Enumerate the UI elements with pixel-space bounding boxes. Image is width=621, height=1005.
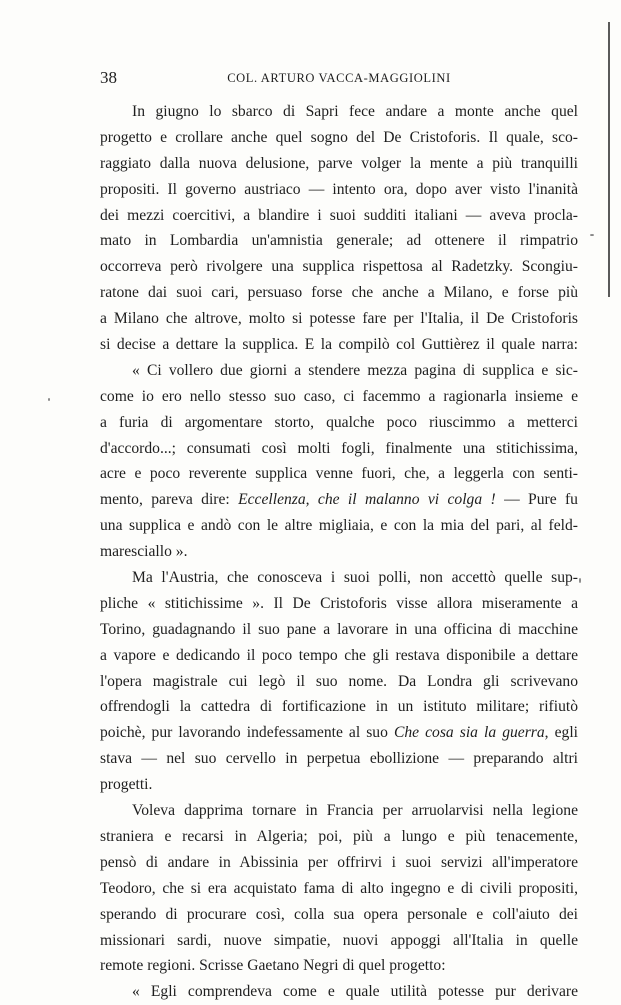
text-segment: ratone dai suoi cari, persuaso forse che anche a Milano, e forse più bbox=[100, 284, 578, 302]
text-line bbox=[100, 902, 578, 928]
text-segment: raggiato dalla nuova delusione, parve volger la mente a più tranquilli bbox=[100, 154, 578, 172]
text-line bbox=[100, 694, 578, 720]
scan-speck bbox=[48, 398, 50, 401]
text-segment: l'opera magistrale cui legò il suo nome. Da Londra gli scrivevano bbox=[100, 672, 578, 690]
scan-speck bbox=[590, 234, 594, 236]
text-segment: « Egli comprendeva come e quale utilità potesse pur derivare bbox=[132, 983, 578, 1001]
text-line bbox=[100, 358, 578, 384]
text-segment: straniera e recarsi in Algeria; poi, più a lungo e più tenacemente, bbox=[100, 827, 578, 845]
text-line bbox=[100, 591, 578, 617]
text-line bbox=[100, 772, 578, 798]
text-segment: dei mezzi coercitivi, a blandire i suoi sudditi italiani — aveva procla- bbox=[100, 206, 578, 224]
text-line bbox=[100, 876, 578, 902]
text-line bbox=[100, 798, 578, 824]
text-line bbox=[100, 487, 578, 513]
text-segment: stava — nel suo cervello in perpetua ebollizione — preparando altri bbox=[100, 750, 578, 768]
text-line bbox=[100, 513, 578, 539]
text-line bbox=[100, 410, 578, 436]
text-segment: remote regioni. Scrisse Gaetano Negri di quel progetto: bbox=[100, 957, 446, 975]
text-segment: poichè, pur lavorando indefessamente al suo bbox=[100, 724, 394, 742]
text-segment: Ma l'Austria, che conosceva i suoi polli, non accettò quelle sup- bbox=[132, 569, 578, 587]
text-segment: occorreva però rivolgere una supplica rispettosa al Radetzky. Scongiu- bbox=[100, 258, 578, 276]
text-segment: Voleva dapprima tornare in Francia per arruolarvisi nella legione bbox=[132, 802, 578, 820]
text-segment: a furia di argomentare storto, qualche poco riuscimmo a metterci bbox=[100, 413, 578, 431]
text-segment: pliche « stitichissime ». Il De Cristoforis visse allora miseramente a bbox=[100, 594, 578, 612]
page-number: 38 bbox=[100, 68, 117, 87]
body-text bbox=[100, 99, 578, 1005]
text-line bbox=[100, 177, 578, 203]
text-line bbox=[100, 746, 578, 772]
text-line bbox=[100, 436, 578, 462]
text-line bbox=[100, 617, 578, 643]
text-segment: progetto e crollare anche quel sogno del De Cristoforis. Il quale, sco- bbox=[100, 128, 578, 146]
text-segment: offrendogli la cattedra di fortificazione in un istituto militare; rifiutò bbox=[100, 698, 578, 716]
text-line bbox=[100, 643, 578, 669]
text-segment: missionari sardi, nuove simpatie, nuovi appoggi all'Italia in quelle bbox=[100, 931, 578, 949]
text-segment: a Milano che altrove, molto si potesse fare per l'Italia, il De Cristoforis bbox=[100, 310, 578, 328]
scan-speck bbox=[579, 578, 581, 583]
text-line bbox=[100, 979, 578, 1005]
text-segment: progetti. bbox=[100, 776, 153, 794]
text-line bbox=[100, 850, 578, 876]
text-segment: Torino, guadagnando il suo pane a lavorare in una officina di macchine bbox=[100, 620, 578, 638]
text-line bbox=[100, 99, 578, 125]
text-segment: sperando di procurare così, colla sua opera personale e coll'aiuto dei bbox=[100, 905, 578, 923]
text-segment: una supplica e andò con le altre migliaia, e con la mia del pari, al feld- bbox=[100, 517, 578, 535]
text-line bbox=[100, 928, 578, 954]
text-line bbox=[100, 720, 578, 746]
text-segment: , egli bbox=[544, 724, 579, 742]
text-segment: maresciallo ». bbox=[100, 543, 188, 561]
text-segment: d'accordo...; consumati così molti fogli, finalmente una stitichissima, bbox=[100, 439, 578, 457]
text-segment: acre e poco reverente supplica venne fuori, che, a leggerla con senti- bbox=[100, 465, 578, 483]
text-line bbox=[100, 953, 578, 979]
text-line bbox=[100, 824, 578, 850]
text-line bbox=[100, 151, 578, 177]
text-line bbox=[100, 306, 578, 332]
text-segment: — Pure fu bbox=[495, 491, 578, 509]
italic-text: Che cosa sia la guerra bbox=[393, 724, 545, 742]
text-line bbox=[100, 280, 578, 306]
text-line bbox=[100, 125, 578, 151]
text-line bbox=[100, 203, 578, 229]
text-segment: pensò di andare in Abissinia per offrirvi i suoi servizi all'imperatore bbox=[100, 853, 578, 871]
text-segment: mento, pareva dire: bbox=[100, 491, 239, 509]
text-line bbox=[100, 384, 578, 410]
text-line bbox=[100, 461, 578, 487]
text-segment: « Ci vollero due giorni a stendere mezza pagina di supplica e sic- bbox=[132, 361, 578, 379]
text-line bbox=[100, 254, 578, 280]
text-segment: a vapore e dedicando il poco tempo che gli restava disponibile a dettare bbox=[100, 646, 578, 664]
running-head-title: COL. ARTURO VACCA-MAGGIOLINI bbox=[227, 71, 451, 85]
text-segment: propositi. Il governo austriaco — intento ora, dopo aver visto l'inanità bbox=[100, 180, 578, 198]
text-segment: mato in Lombardia un'amnistia generale; ad ottenere il rimpatrio bbox=[100, 232, 578, 250]
text-segment: come io ero nello stesso suo caso, ci facemmo a ragionarla insieme e bbox=[100, 387, 578, 405]
italic-text: Eccellenza, che il malanno vi colga ! bbox=[238, 491, 496, 509]
running-head bbox=[100, 68, 578, 90]
text-line bbox=[100, 332, 578, 358]
text-line bbox=[100, 669, 578, 695]
text-line bbox=[100, 228, 578, 254]
text-segment: In giugno lo sbarco di Sapri fece andare a monte anche quel bbox=[132, 103, 578, 120]
text-segment: si decise a dettare la supplica. E la compilò col Guttièrez il quale narra: bbox=[100, 336, 578, 354]
text-line bbox=[100, 539, 578, 565]
text-segment: Teodoro, che si era acquistato fama di alto ingegno e di civili propositi, bbox=[100, 879, 578, 897]
page-edge-line bbox=[608, 22, 610, 297]
text-line bbox=[100, 565, 578, 591]
